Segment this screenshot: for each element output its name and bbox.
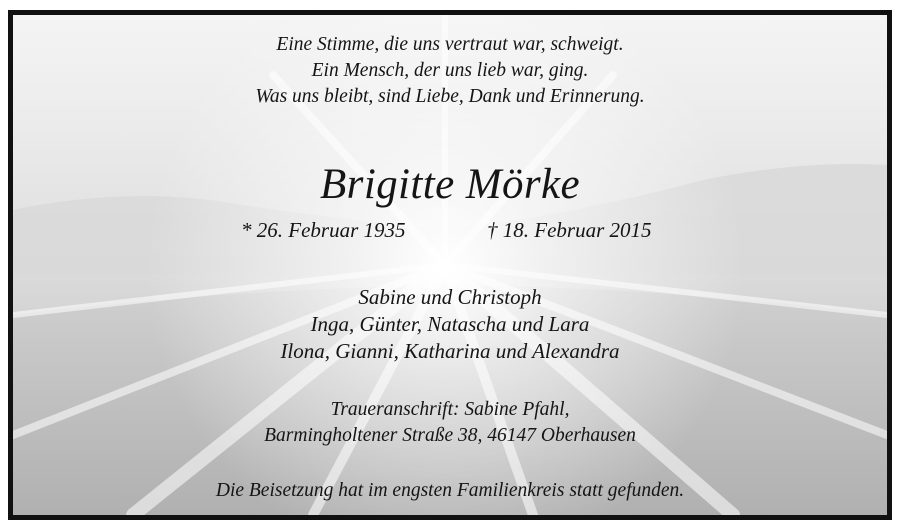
notice-text bbox=[13, 15, 887, 515]
poem-line-1: Eine Stimme, die uns vertraut war, schweigt. bbox=[276, 34, 624, 55]
mourning-address-line-1: Traueranschrift: Sabine Pfahl, bbox=[330, 399, 570, 420]
mourner-line-2: Inga, Günter, Natascha und Lara bbox=[310, 312, 590, 336]
poem-line-3: Was uns bleibt, sind Liebe, Dank und Erinnerung. bbox=[255, 86, 645, 107]
mourner-line-3: Ilona, Gianni, Katharina und Alexandra bbox=[280, 339, 620, 363]
mourning-address-line-2: Barmingholtener Straße 38, 46147 Oberhausen bbox=[264, 425, 636, 446]
birth-date: * 26. Februar 1935 bbox=[241, 218, 406, 242]
mourner-line-1: Sabine und Christoph bbox=[358, 285, 542, 309]
obituary-notice bbox=[8, 10, 892, 520]
funeral-note: Die Beisetzung hat im engsten Familienkreis statt gefunden. bbox=[215, 480, 685, 501]
life-dates bbox=[13, 218, 887, 244]
poem-line-2: Ein Mensch, der uns lieb war, ging. bbox=[311, 60, 589, 81]
death-date: † 18. Februar 2015 bbox=[487, 218, 652, 242]
deceased-name: Brigitte Mörke bbox=[320, 161, 580, 208]
